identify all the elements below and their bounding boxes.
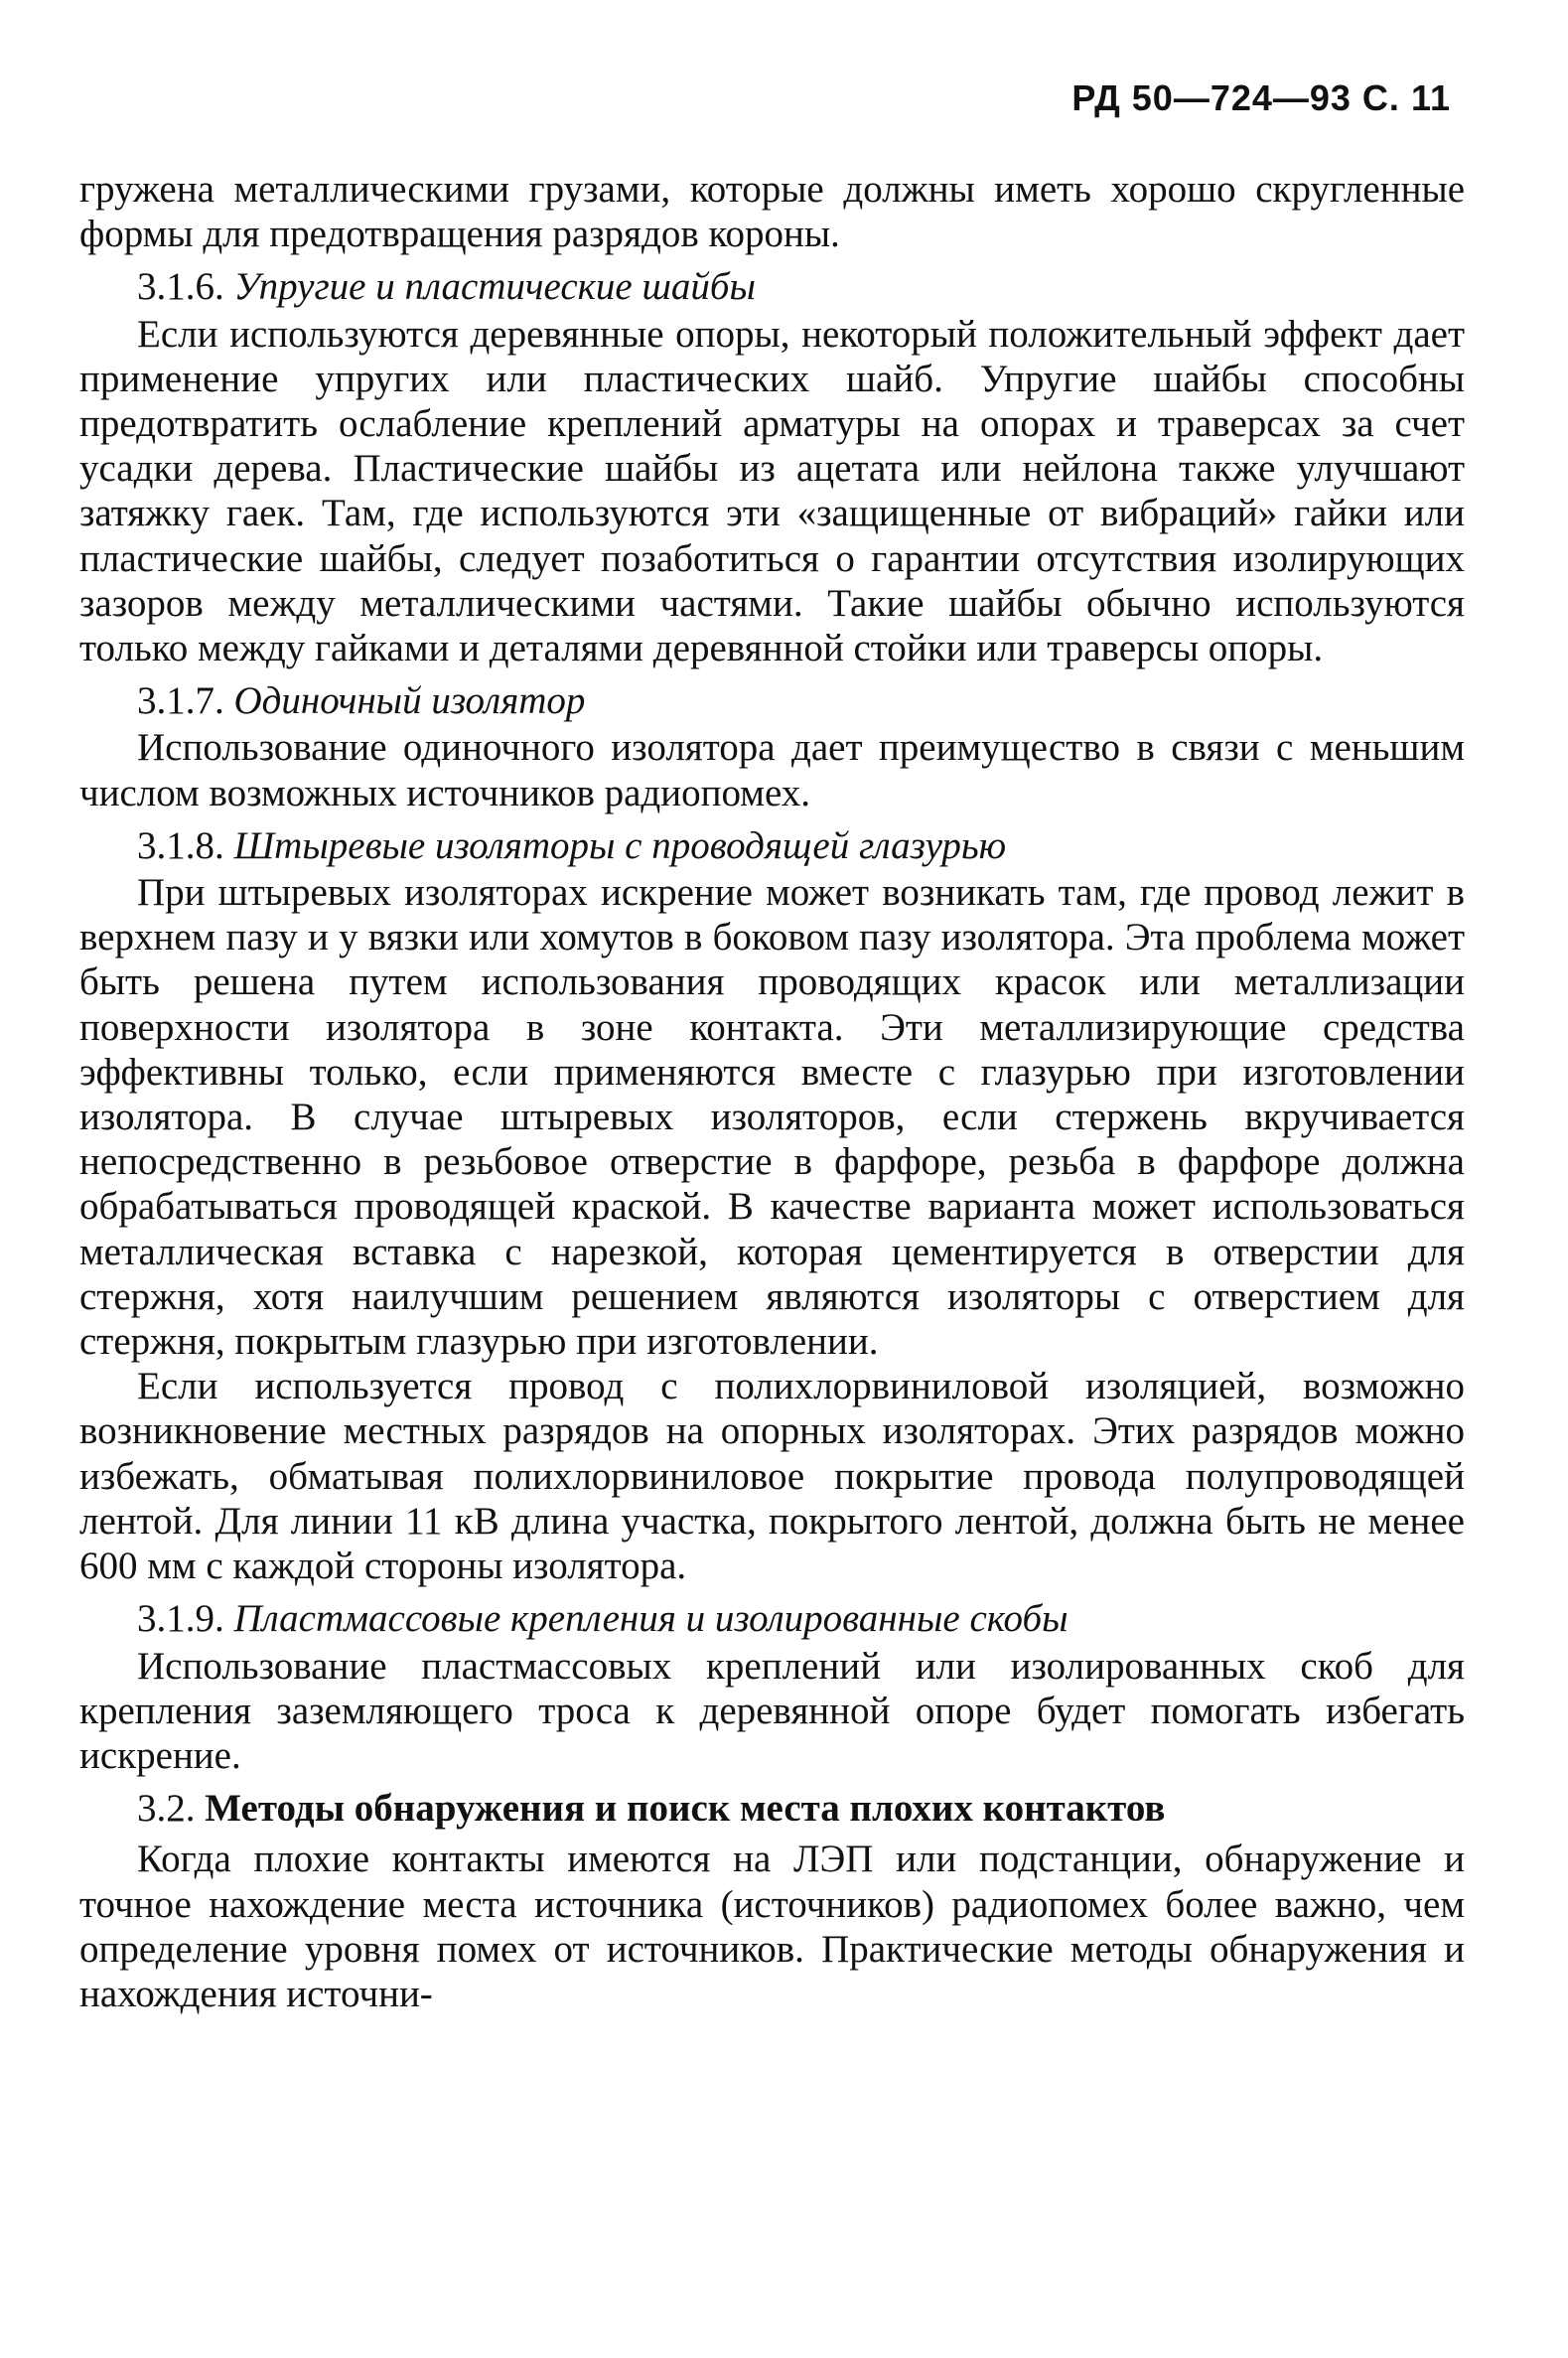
section-heading-3-2	[79, 1786, 1465, 1831]
section-number: 3.1.9.	[137, 1597, 224, 1641]
section-title: Пластмассовые крепления и изолированные скобы	[233, 1597, 1069, 1641]
section-heading-3-1-9	[79, 1596, 1465, 1641]
section-number: 3.2.	[137, 1787, 196, 1831]
paragraph: Использование одиночного изолятора дает преимущество в связи с меньшим числом возможных источников радиопомех.	[79, 726, 1465, 814]
document-body	[79, 167, 1465, 2016]
section-heading-3-1-6	[79, 264, 1465, 309]
paragraph: Если используются деревянные опоры, некоторый положительный эффект дает применение упругих или пластических шайб. Упругие шайбы способны предотвратить ослабление креплений арматуры на опорах и траверсах за счет усадки дерева. Пластические шайбы из ацетата или нейлона также улучшают затяжку гаек. Там, где используются эти «защищенные от вибраций» гайки или пластические шайбы, следует позаботиться о гарантии отсутствия изолирующих зазоров между металлическими частями. Такие шайбы обычно используются только между гайками и деталями деревянной стойки или траверсы опоры.	[79, 312, 1465, 670]
paragraph-continued: гружена металлическими грузами, которые должны иметь хорошо скругленные формы для предотвращения разрядов короны.	[79, 168, 1465, 256]
section-number: 3.1.6.	[137, 265, 224, 309]
page-header: РД 50—724—93 С. 11	[1071, 77, 1451, 118]
paragraph: Когда плохие контакты имеются на ЛЭП или подстанции, обнаружение и точное нахождение места источника (источников) радиопомех более важно, чем определение уровня помех от источников. Практические методы обнаружения и нахождения источни-	[79, 1838, 1465, 2015]
paragraph: Использование пластмассовых креплений или изолированных скоб для крепления заземляющего троса к деревянной опоре будет помогать избегать искрение.	[79, 1644, 1465, 1777]
section-number: 3.1.8.	[137, 823, 224, 867]
section-title: Упругие и пластические шайбы	[233, 265, 756, 309]
paragraph: Если используется провод с полихлорвиниловой изоляцией, возможно возникновение местных разрядов на опорных изоляторах. Этих разрядов можно избежать, обматывая полихлорвиниловое покрытие провода полупроводящей лентой. Для линии 11 кВ длина участка, покрытого лентой, должна быть не менее 600 мм с каждой стороны изолятора.	[79, 1365, 1465, 1588]
section-title: Методы обнаружения и поиск места плохих контактов	[205, 1787, 1166, 1831]
section-heading-3-1-8	[79, 823, 1465, 868]
section-title: Штыревые изоляторы с проводящей глазурью	[233, 823, 1007, 867]
paragraph: При штыревых изоляторах искрение может возникать там, где провод лежит в верхнем пазу и у вязки или хомутов в боковом пазу изолятора. Эта проблема может быть решена путем использования проводящих красок или металлизации поверхности изолятора в зоне контакта. Эти металлизирующие средства эффективны только, если применяются вместе с глазурью при изготовлении изолятора. В случае штыревых изоляторов, если стержень вкручивается непосредственно в резьбовое отверстие в фарфоре, резьба в фарфоре должна обрабатываться проводящей краской. В качестве варианта может использоваться металлическая вставка с нарезкой, которая цементируется в отверстии для стержня, хотя наилучшим решением являются изоляторы с отверстием для стержня, покрытым глазурью при изготовлении.	[79, 871, 1465, 1364]
section-title: Одиночный изолятор	[233, 679, 586, 723]
section-number: 3.1.7.	[137, 679, 224, 723]
section-heading-3-1-7	[79, 678, 1465, 723]
